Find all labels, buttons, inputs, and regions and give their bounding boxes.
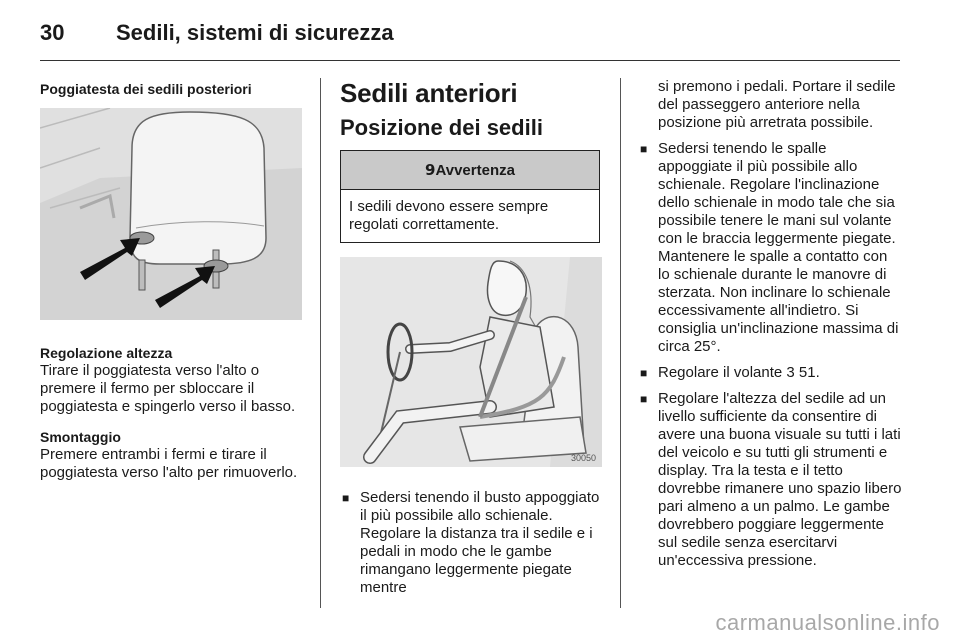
header-divider: [40, 60, 900, 61]
column-left: [40, 78, 302, 482]
bullet-text: Regolare il volante 3 51.: [658, 364, 820, 381]
list-item: [638, 140, 902, 356]
page-header: [40, 14, 900, 50]
bullet-icon: ■: [640, 392, 648, 406]
seat-position-heading: Posizione dei sedili: [340, 115, 543, 140]
warning-icon: 9: [425, 161, 436, 179]
bullet-text: Regolare l'altezza del sedile ad un livello sufficiente da consentire di avere una buona visuale su tutti i lati del veicolo e su tutti gli strumenti e display. Tra la testa e il tetto dovrebbe rimanere uno spazio libero pari almeno a un palmo. Le gambe dovrebbero poggiare leggermente sul sedile senza esercitarvi un'eccessiva pressione.: [658, 390, 902, 569]
removal-text: Premere entrambi i fermi e tirare il poggiatesta verso l'alto per rimuoverlo.: [40, 446, 298, 481]
removal-title: Smontaggio: [40, 429, 121, 445]
seat-position-illustration: [340, 257, 602, 467]
warning-title: Avvertenza: [435, 162, 515, 179]
seat-bullets-right: [638, 140, 902, 570]
bullet-text: Sedersi tenendo il busto appoggiato il più possibile allo schienale. Regolare la distanza tra il sedile e i pedali in modo che le gambe rimangano leggermente piegate mentre: [360, 489, 600, 596]
section-title: Sedili, sistemi di sicurezza: [116, 20, 394, 45]
height-adjust-text: Tirare il poggiatesta verso l'alto o premere il fermo per sbloccare il poggiatesta e spingerlo verso il basso.: [40, 362, 296, 415]
bullet-icon: ■: [342, 491, 350, 505]
warning-box: [340, 150, 600, 243]
page-number: 30: [40, 20, 65, 45]
continued-text: si premono i pedali. Portare il sedile del passeggero anteriore nella posizione più arretrata possibile.: [658, 78, 896, 131]
list-item: [340, 489, 602, 597]
front-seats-heading: Sedili anteriori: [340, 78, 518, 108]
bullet-text: Sedersi tenendo le spalle appoggiate il più possibile allo schienale. Regolare l'inclinazione dello schienale in modo tale che sia possibile tenere le mani sul volante con le braccia leggermente piegate. Mantenere le spalle a contatto con lo schienale durante le manovre di sterzata. Non inclinare lo schienale eccessivamente all'indietro. Si consiglia un'inclinazione massima di circa 25°.: [658, 140, 899, 355]
warning-text: I sedili devono essere sempre regolati correttamente.: [349, 198, 549, 233]
figure-number: 30050: [570, 453, 596, 463]
column-right: [638, 78, 902, 570]
column-divider-1: [320, 78, 321, 608]
warning-header: [341, 151, 599, 190]
driver-seat-drawing: [340, 257, 602, 467]
seat-bullets-middle: [340, 489, 602, 597]
headrest-drawing: [40, 108, 302, 320]
rear-headrest-illustration: [40, 108, 302, 320]
column-middle: [340, 78, 602, 597]
column-divider-2: [620, 78, 621, 608]
bullet-icon: ■: [640, 142, 648, 156]
watermark: carmanualsonline.info: [715, 610, 940, 635]
list-item: [638, 364, 902, 382]
height-adjust-title: Regolazione altezza: [40, 345, 173, 361]
rear-headrest-heading: Poggiatesta dei sedili posteriori: [40, 81, 252, 97]
list-item: [638, 390, 902, 570]
bullet-icon: ■: [640, 366, 648, 380]
